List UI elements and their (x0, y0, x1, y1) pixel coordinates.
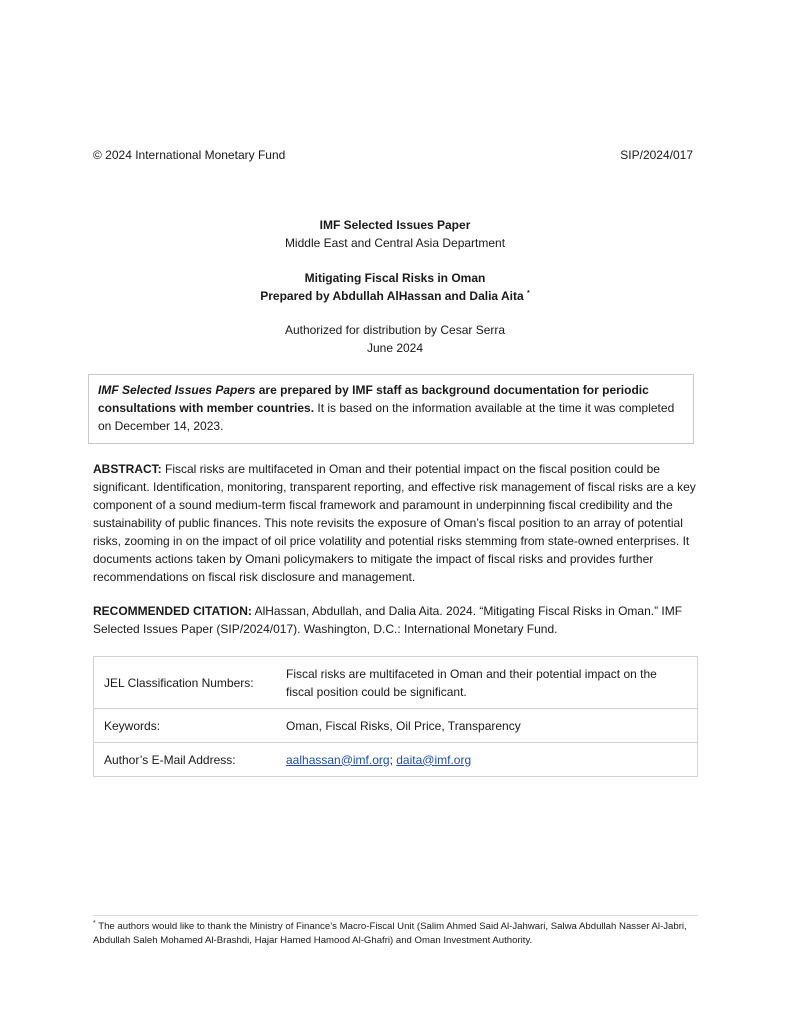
email-label: Author’s E-Mail Address: (94, 743, 277, 777)
footnote-divider (93, 915, 698, 916)
copyright-notice: © 2024 International Monetary Fund (93, 148, 286, 162)
authors-line (93, 287, 697, 305)
keywords-value: Oman, Fiscal Risks, Oil Price, Transparency (276, 709, 698, 743)
document-id: SIP/2024/017 (620, 148, 693, 162)
email-value (276, 743, 698, 777)
abstract-text: Fiscal risks are multifaceted in Oman and their potential impact on the fiscal position could be significant. Identification, monitoring, transparent reporting, and effective risk management of fiscal risks are a key component of a sound medium-term fiscal framework and paramount in underpinning fiscal credibility and the sustainability of public finances. This note revisits the exposure of Oman’s fiscal position to an array of potential risks, zooming in on the impact of oil price volatility and potential risks stemming from state-owned enterprises. It documents actions taken by Omani policymakers to mitigate the impact of fiscal risks and provides further recommendations on fiscal risk disclosure and management. (93, 462, 696, 584)
series-title: IMF Selected Issues Paper (319, 218, 471, 232)
citation-label: RECOMMENDED CITATION: (93, 604, 252, 618)
prepared-by: Prepared by Abdullah AlHassan and Dalia Aita (260, 289, 524, 303)
email-link-alhassan[interactable]: aalhassan@imf.org (286, 752, 390, 767)
table-row (94, 709, 698, 743)
jel-label: JEL Classification Numbers: (94, 657, 277, 709)
citation-paragraph (93, 602, 697, 638)
disclaimer-text: It is based on the information available at the time it was completed on December 14, 2023. (98, 401, 675, 433)
email-link-aita[interactable]: daita@imf.org (396, 752, 472, 767)
footnote-mark: * (93, 919, 96, 927)
table-row (94, 743, 698, 777)
jel-value: Fiscal risks are multifaceted in Oman and their potential impact on the fiscal position could be significant. (276, 657, 698, 709)
author-footnote-mark: * (527, 290, 530, 297)
keywords-label: Keywords: (94, 709, 277, 743)
footnote-text: The authors would like to thank the Ministry of Finance’s Macro-Fiscal Unit (Salim Ahmed Said Al-Jahwari, Salwa Abdullah Nasser Al-Jabri, Abdullah Saleh Mohamed Al-Brashdi, Hajar Hamed Hamood Al-Ghafri) and Oman Investment Authority. (93, 921, 687, 946)
metadata-table (93, 656, 698, 777)
acknowledgement-footnote (93, 920, 698, 948)
authorization-line: Authorized for distribution by Cesar Serra (284, 323, 506, 337)
abstract-paragraph (93, 460, 697, 586)
email-separator: ; (389, 752, 397, 767)
abstract-label: ABSTRACT: (93, 462, 162, 476)
disclaimer-lead: IMF Selected Issues Papers (98, 383, 256, 397)
publication-date: June 2024 (366, 341, 424, 355)
disclaimer-bold: are prepared by IMF staff as background documentation for periodic consultations with member countries. (98, 383, 649, 415)
table-row (94, 657, 698, 709)
disclaimer-box (88, 374, 694, 444)
department-name: Middle East and Central Asia Department (284, 236, 506, 250)
citation-text: AlHassan, Abdullah, and Dalia Aita. 2024. “Mitigating Fiscal Risks in Oman.” IMF Selected Issues Paper (SIP/2024/017). Washington, D.C.: International Monetary Fund. (93, 604, 683, 636)
paper-title: Mitigating Fiscal Risks in Oman (304, 271, 486, 285)
